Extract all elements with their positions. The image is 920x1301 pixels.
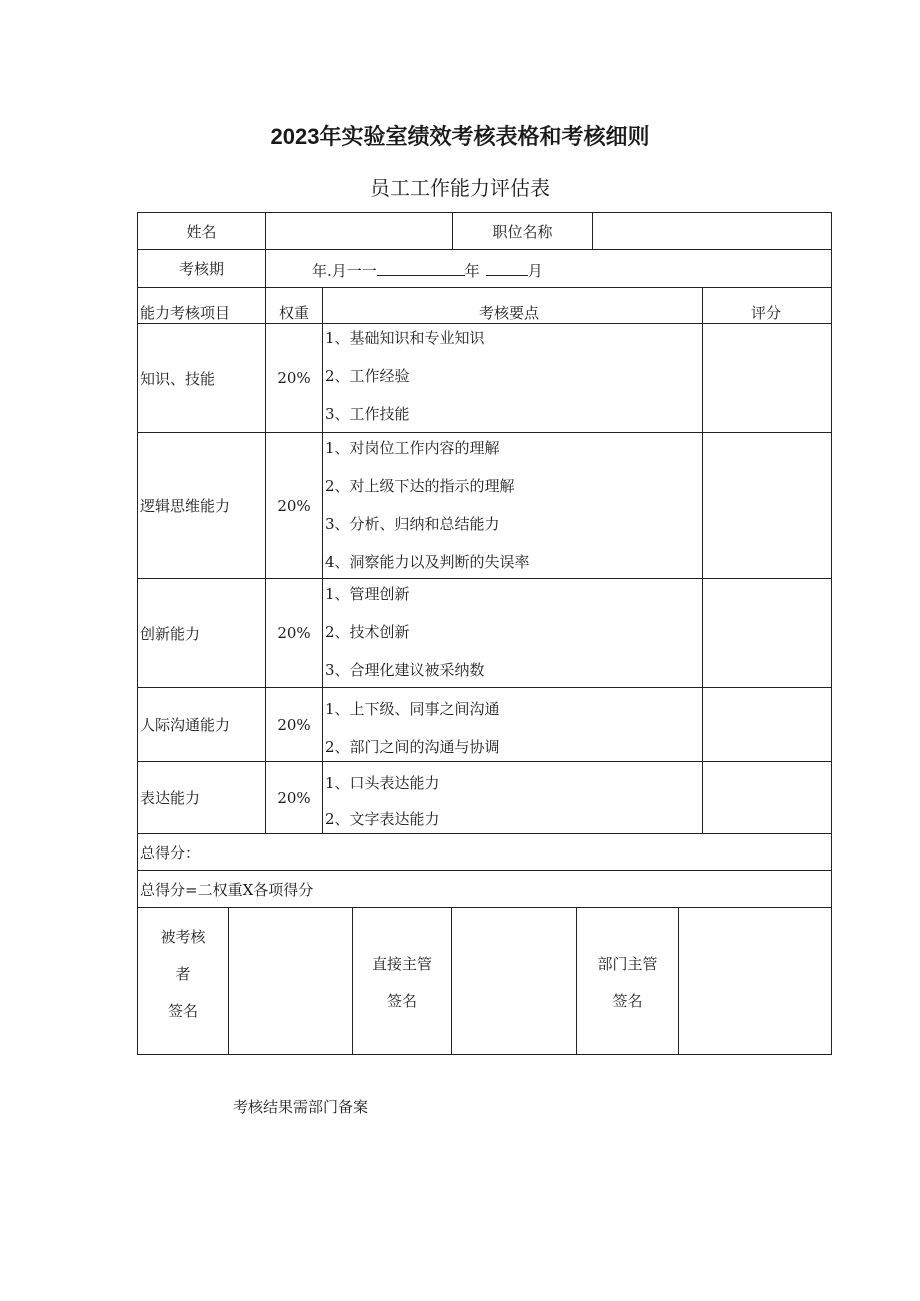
row-item-knowledge: 知识、技能 bbox=[137, 323, 266, 433]
row-points-communication bbox=[322, 687, 703, 762]
total-score-row[interactable]: 总得分： bbox=[137, 833, 832, 871]
col-header-points: 考核要点 bbox=[322, 287, 703, 324]
col-header-score: 评分 bbox=[702, 287, 832, 324]
score-field-expression[interactable] bbox=[702, 761, 832, 834]
point-item: 1、对岗位工作内容的理解 bbox=[325, 439, 500, 457]
row-weight-innovation: 20% bbox=[265, 578, 323, 688]
period-blank-2[interactable] bbox=[486, 261, 528, 276]
name-value-field[interactable] bbox=[265, 212, 453, 250]
evaluatee-signature-field[interactable] bbox=[228, 907, 353, 1055]
point-item: 1、基础知识和专业知识 bbox=[325, 329, 485, 347]
point-item: 3、合理化建议被采纳数 bbox=[325, 661, 485, 679]
row-weight-communication: 20% bbox=[265, 687, 323, 762]
footer-note: 考核结果需部门备案 bbox=[233, 1098, 369, 1116]
row-points-knowledge bbox=[322, 323, 703, 433]
row-item-expression: 表达能力 bbox=[137, 761, 266, 834]
score-field-communication[interactable] bbox=[702, 687, 832, 762]
point-item: 2、技术创新 bbox=[325, 623, 410, 641]
point-item: 4、洞察能力以及判断的失误率 bbox=[325, 553, 530, 571]
score-field-knowledge[interactable] bbox=[702, 323, 832, 433]
position-value-field[interactable] bbox=[592, 212, 832, 250]
document-title: 2023年实验室绩效考核表格和考核细则 bbox=[270, 124, 650, 150]
evaluatee-signature-label: 被考核 者 签名 bbox=[137, 907, 229, 1055]
col-header-weight: 权重 bbox=[265, 287, 323, 324]
point-item: 1、上下级、同事之间沟通 bbox=[325, 700, 500, 718]
row-item-innovation: 创新能力 bbox=[137, 578, 266, 688]
row-points-logic bbox=[322, 432, 703, 579]
form-subtitle: 员工工作能力评估表 bbox=[370, 176, 550, 200]
row-points-innovation bbox=[322, 578, 703, 688]
point-item: 1、口头表达能力 bbox=[325, 774, 440, 792]
row-item-communication: 人际沟通能力 bbox=[137, 687, 266, 762]
row-points-expression bbox=[322, 761, 703, 834]
point-item: 2、对上级下达的指示的理解 bbox=[325, 477, 515, 495]
dept-head-signature-field[interactable] bbox=[678, 907, 832, 1055]
row-weight-logic: 20% bbox=[265, 432, 323, 579]
position-label-cell: 职位名称 bbox=[452, 212, 593, 250]
dept-head-signature-label: 部门主管 签名 bbox=[576, 907, 679, 1055]
formula-row: 总得分=二权重X各项得分 bbox=[137, 870, 832, 908]
point-item: 3、工作技能 bbox=[325, 405, 410, 423]
col-header-item: 能力考核项目 bbox=[137, 287, 266, 324]
point-item: 2、工作经验 bbox=[325, 367, 410, 385]
period-label-cell: 考核期 bbox=[137, 249, 266, 288]
row-weight-expression: 20% bbox=[265, 761, 323, 834]
period-text: 年.月一一 年 月 bbox=[312, 262, 543, 280]
row-weight-knowledge: 20% bbox=[265, 323, 323, 433]
name-label-cell: 姓名 bbox=[137, 212, 266, 250]
point-item: 3、分析、归纳和总结能力 bbox=[325, 515, 500, 533]
point-item: 2、文字表达能力 bbox=[325, 810, 440, 828]
score-field-innovation[interactable] bbox=[702, 578, 832, 688]
period-blank-1[interactable] bbox=[377, 261, 465, 276]
point-item: 2、部门之间的沟通与协调 bbox=[325, 738, 500, 756]
supervisor-signature-label: 直接主管 签名 bbox=[352, 907, 452, 1055]
supervisor-signature-field[interactable] bbox=[451, 907, 577, 1055]
score-field-logic[interactable] bbox=[702, 432, 832, 579]
row-item-logic: 逻辑思维能力 bbox=[137, 432, 266, 579]
point-item: 1、管理创新 bbox=[325, 585, 410, 603]
period-value-field[interactable] bbox=[265, 249, 832, 288]
